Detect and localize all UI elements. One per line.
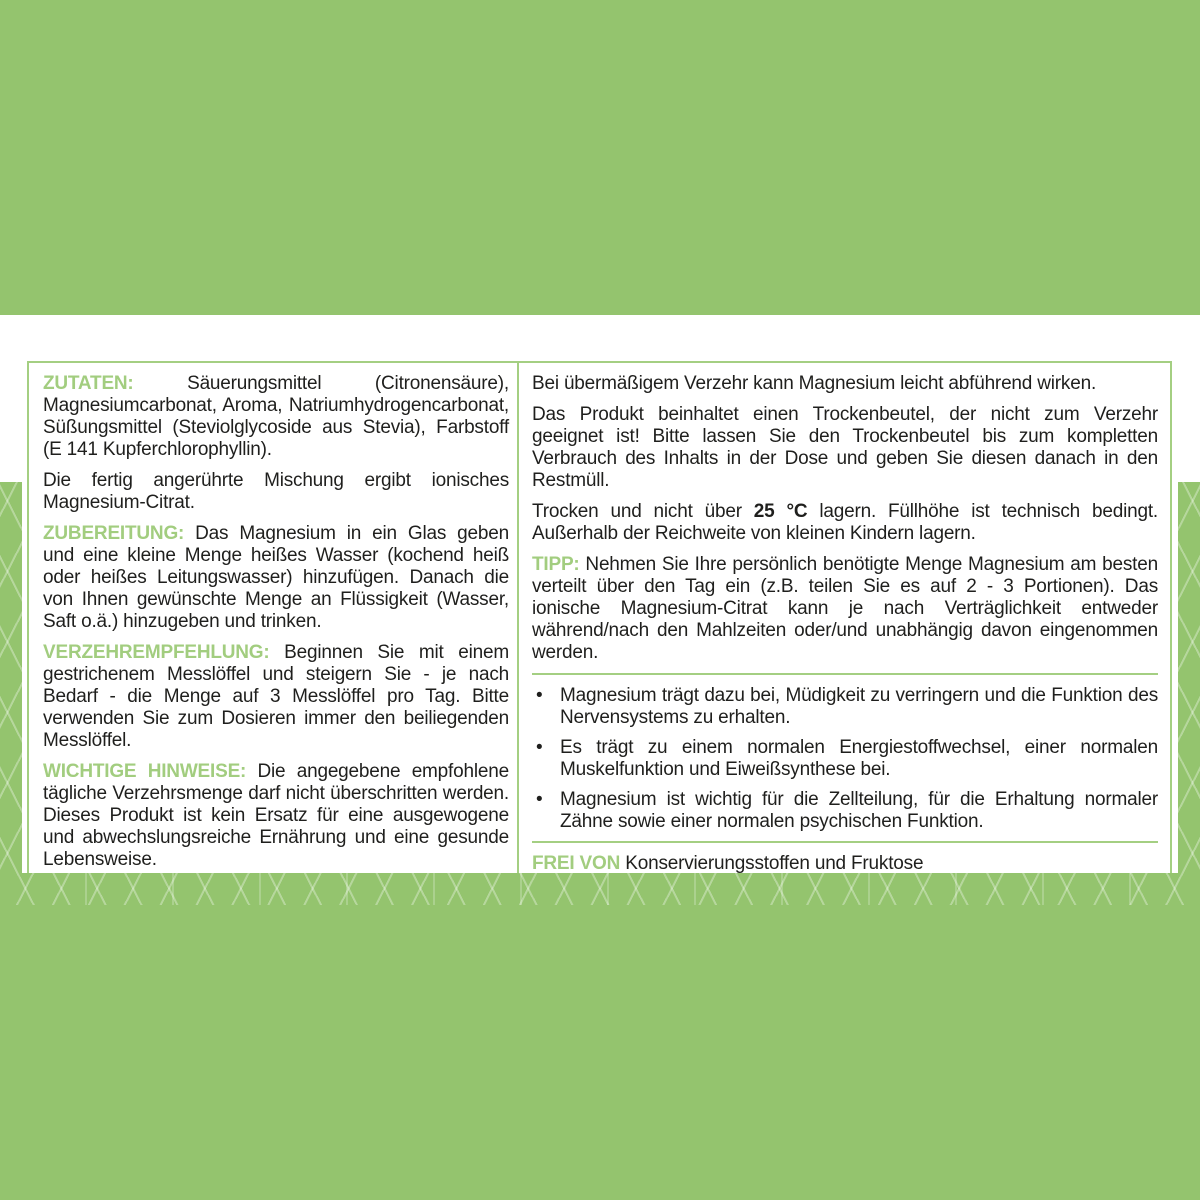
separator-top (532, 673, 1158, 675)
bottom-green-band (0, 905, 1200, 1200)
storage-text-pre: Trocken und nicht über (532, 501, 754, 522)
desiccant-paragraph (532, 404, 1158, 492)
free-from-heading: FREI VON (532, 853, 621, 873)
claim-text: Es trägt zu einem normalen Energiestoffwechsel, einer normalen Muskelfunktion und Eiweißsynthese bei. (560, 737, 1158, 780)
preparation-heading: ZUBEREITUNG: (43, 523, 185, 544)
dosage-text: Beginnen Sie mit einem gestrichenem Messlöffel und steigern Sie - je nach Bedarf - die Menge auf 3 Messlöffel pro Tag. Bitte verwenden Sie zum Dosieren immer den beiliegenden Messlöffel. (43, 642, 509, 751)
top-green-band (0, 0, 1200, 315)
claim-text: Magnesium trägt dazu bei, Müdigkeit zu verringern und die Funktion des Nervensystems zu erhalten. (560, 685, 1158, 728)
ingredients-heading: ZUTATEN: (43, 373, 134, 394)
dosage-heading: VERZEHREMPFEHLUNG: (43, 642, 270, 663)
mixture-note-paragraph (43, 470, 509, 514)
ingredients-paragraph (43, 373, 509, 461)
content-frame (27, 361, 1172, 873)
important-notes-text: Die angegebene empfohlene tägliche Verzehrsmenge darf nicht überschritten werden. Dieses Produkt ist kein Ersatz für eine ausgewogene und abwechslungsreiche Ernährung und eine gesunde Lebensweise. (43, 761, 509, 870)
left-column (29, 363, 519, 873)
free-from-paragraph (532, 853, 1158, 873)
list-item (532, 737, 1158, 781)
desiccant-text: Das Produkt beinhaltet einen Trockenbeutel, der nicht zum Verzehr geeignet ist! Bitte lassen Sie den Trockenbeutel bis zum kompletten Verbrauch des Inhalts in der Dose und geben Sie diesen danach in den Restmüll. (532, 404, 1158, 491)
ingredients-text: Säuerungsmittel (Citronensäure), Magnesiumcarbonat, Aroma, Natriumhydrogencarbonat, Süßungsmittel (Steviolglycoside aus Stevia), Farbstoff (E 141 Kupferchlorophyllin). (43, 373, 509, 460)
important-notes-paragraph (43, 761, 509, 871)
mixture-note-text: Die fertig angerührte Mischung ergibt ionisches Magnesium-Citrat. (43, 470, 509, 513)
separator-bottom (532, 841, 1158, 843)
claim-text: Magnesium ist wichtig für die Zellteilung, für die Erhaltung normaler Zähne sowie einer normalen psychischen Funktion. (560, 789, 1158, 832)
bullet-icon: • (536, 737, 543, 758)
laxative-warning-paragraph (532, 373, 1158, 395)
preparation-text: Das Magnesium in ein Glas geben und eine kleine Menge heißes Wasser (kochend heiß oder heißes Leitungswasser) hinzufügen. Danach die von Ihnen gewünschte Menge an Flüssigkeit (Wasser, Saft o.ä.) hinzugeben und trinken. (43, 523, 509, 632)
important-notes-heading: WICHTIGE HINWEISE: (43, 761, 247, 782)
list-item (532, 685, 1158, 729)
tip-text: Nehmen Sie Ihre persönlich benötigte Menge Magnesium am besten verteilt über den Tag ein (z.B. teilen Sie es auf 2 - 3 Portionen). Das ionische Magnesium-Citrat kann je nach Verträglichkeit entweder während/nach den Mahlzeiten oder/und unabhängig davon eingenommen werden. (532, 554, 1158, 663)
right-column (519, 363, 1170, 873)
preparation-paragraph (43, 523, 509, 633)
storage-temperature: 25 °C (753, 501, 808, 522)
tip-paragraph (532, 554, 1158, 664)
dosage-paragraph (43, 642, 509, 752)
health-claims-list (532, 685, 1158, 833)
storage-text-post: lagern. Füllhöhe ist technisch bedingt. Außerhalb der Reichweite von kleinen Kindern lagern. (532, 501, 1159, 544)
list-item (532, 789, 1158, 833)
bullet-icon: • (536, 685, 543, 706)
free-from-text: Konservierungsstoffen und Fruktose (625, 853, 924, 873)
bullet-icon: • (536, 789, 543, 810)
tip-heading: TIPP: (532, 554, 580, 575)
laxative-warning-text: Bei übermäßigem Verzehr kann Magnesium leicht abführend wirken. (532, 373, 1097, 394)
storage-paragraph (532, 501, 1158, 545)
